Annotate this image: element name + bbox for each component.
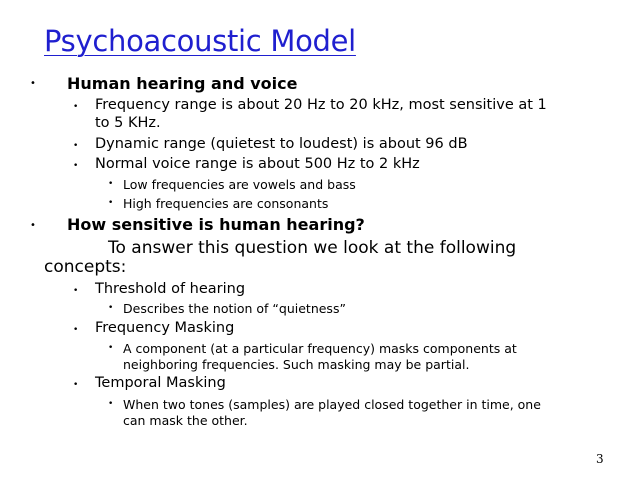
page-number: 3	[596, 452, 604, 466]
bullet-marker: •	[73, 161, 79, 171]
bullet-marker: •	[73, 380, 79, 390]
concept-threshold-of-hearing: Threshold of hearing	[95, 281, 246, 297]
bullet-marker: •	[30, 78, 36, 89]
item-dynamic-range: Dynamic range (quietest to loudest) is about 96 dB	[95, 136, 468, 152]
subitem-low-frequencies: Low frequencies are vowels and bass	[123, 177, 356, 192]
detail-frequency-masking-cont: neighboring frequencies. Such masking may be partial.	[123, 357, 470, 372]
concept-frequency-masking: Frequency Masking	[95, 320, 235, 336]
bullet-marker: •	[108, 343, 114, 353]
bullet-marker: •	[30, 220, 36, 231]
item-voice-range: Normal voice range is about 500 Hz to 2 kHz	[95, 156, 420, 172]
concept-temporal-masking: Temporal Masking	[95, 375, 226, 391]
bullet-marker: •	[73, 141, 79, 151]
bullet-marker: •	[108, 198, 114, 208]
intro-text-cont: concepts:	[44, 257, 127, 277]
bullet-marker: •	[73, 286, 79, 296]
intro-text: To answer this question we look at the following	[108, 238, 517, 258]
bullet-marker: •	[108, 303, 114, 313]
section-heading-human-hearing: Human hearing and voice	[67, 74, 298, 93]
section-heading-sensitivity: How sensitive is human hearing?	[67, 215, 365, 234]
detail-temporal-masking: When two tones (samples) are played closed together in time, one	[123, 397, 541, 412]
detail-frequency-masking: A component (at a particular frequency) masks components at	[123, 341, 517, 356]
detail-quietness: Describes the notion of “quietness”	[123, 301, 346, 316]
bullet-marker: •	[108, 179, 114, 189]
bullet-marker: •	[73, 102, 79, 112]
item-frequency-range-cont: to 5 KHz.	[95, 115, 161, 131]
detail-temporal-masking-cont: can mask the other.	[123, 413, 248, 428]
slide-title: Psychoacoustic Model	[44, 24, 356, 58]
bullet-marker: •	[108, 399, 114, 409]
subitem-high-frequencies: High frequencies are consonants	[123, 196, 329, 211]
item-frequency-range: Frequency range is about 20 Hz to 20 kHz, most sensitive at 1	[95, 97, 547, 113]
bullet-marker: •	[73, 325, 79, 335]
